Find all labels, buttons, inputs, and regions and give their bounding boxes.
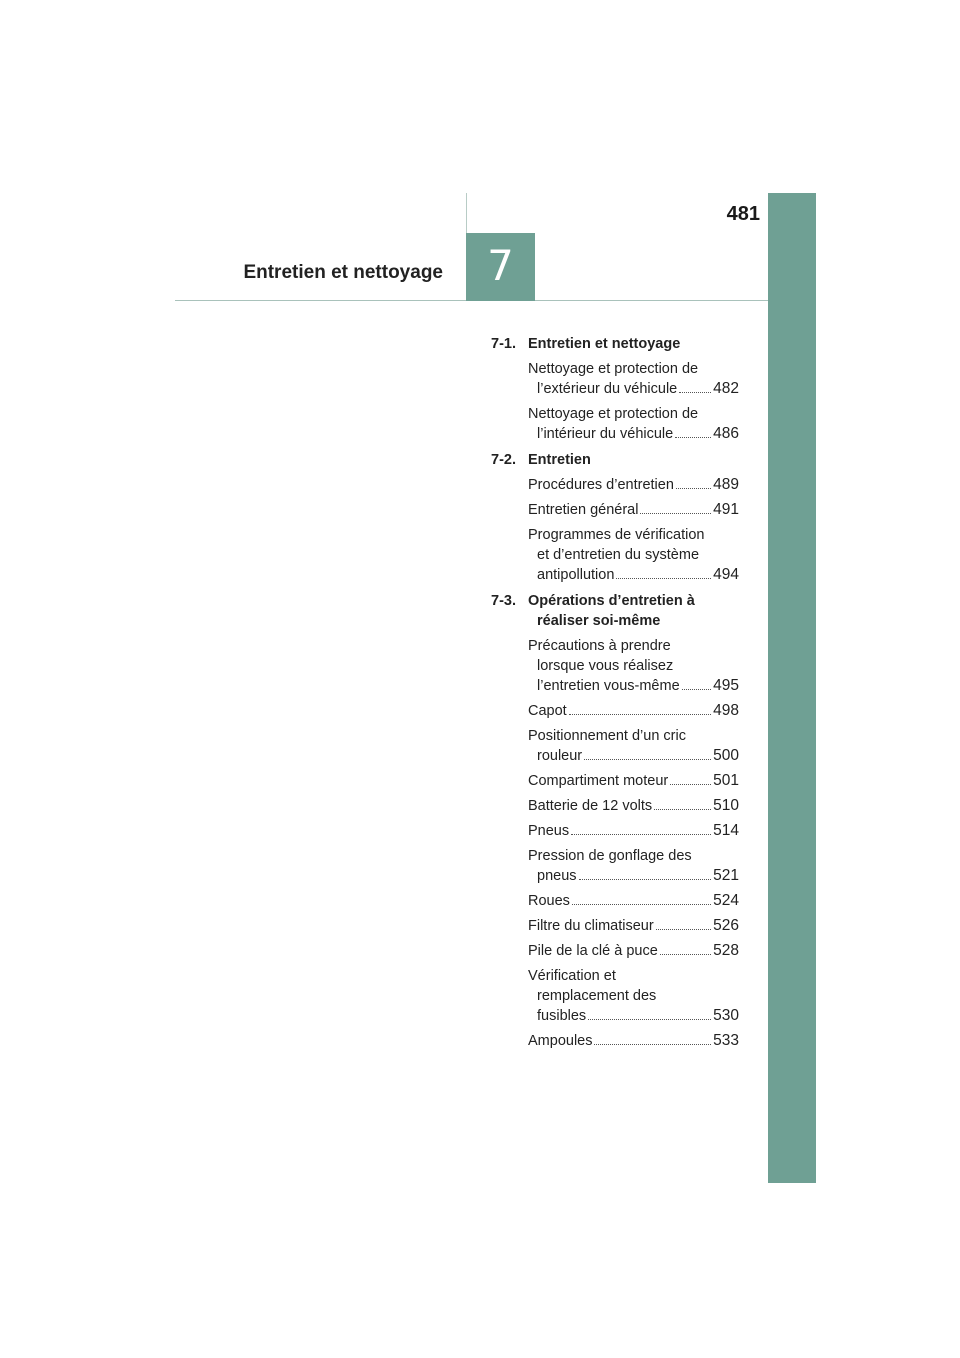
toc-entry[interactable] xyxy=(528,726,739,766)
entry-text-line: Positionnement d’un cric xyxy=(528,728,686,744)
entry-text-line: Pneus xyxy=(528,823,570,839)
entry-page-number: 526 xyxy=(713,917,739,934)
toc-entry[interactable] xyxy=(528,771,739,791)
entry-last-line xyxy=(528,916,739,936)
entry-text-line: Compartiment moteur xyxy=(528,773,669,789)
entry-text-line: rouleur xyxy=(537,748,583,764)
dot-leader xyxy=(682,689,711,690)
entry-text-line: Filtre du climatiseur xyxy=(528,918,654,934)
toc-entry[interactable] xyxy=(528,525,739,585)
entry-page-number: 524 xyxy=(713,892,739,909)
entry-last-line xyxy=(528,746,739,766)
entry-last-line xyxy=(528,821,739,841)
entry-text-line: et d’entretien du système xyxy=(537,547,700,563)
section-heading xyxy=(491,450,739,470)
entry-last-line xyxy=(528,771,739,791)
toc-entry[interactable] xyxy=(528,500,739,520)
entry-text-line: l’extérieur du véhicule xyxy=(537,381,678,397)
section-heading xyxy=(491,591,739,631)
entry-text-line: Nettoyage et protection de xyxy=(528,361,699,377)
entry-page-number: 489 xyxy=(713,476,739,493)
dot-leader xyxy=(616,578,711,579)
section-title xyxy=(528,591,739,631)
toc-entry[interactable] xyxy=(528,636,739,696)
toc-entry[interactable] xyxy=(528,796,739,816)
entry-text-line: Ampoules xyxy=(528,1033,593,1049)
dot-leader xyxy=(676,488,711,489)
entry-text-line: Nettoyage et protection de xyxy=(528,406,699,422)
dot-leader xyxy=(588,1019,711,1020)
toc-entry[interactable] xyxy=(528,475,739,495)
dot-leader xyxy=(594,1044,711,1045)
dot-leader xyxy=(571,834,711,835)
toc-entry[interactable] xyxy=(528,1031,739,1051)
toc-entry[interactable] xyxy=(528,404,739,444)
entry-last-line xyxy=(528,866,739,886)
entry-text-line: pneus xyxy=(537,868,577,884)
entry-last-line xyxy=(528,424,739,444)
section-number: 7-1. xyxy=(491,336,516,352)
entry-last-line xyxy=(528,475,739,495)
section-title xyxy=(528,334,739,354)
toc-entry[interactable] xyxy=(528,359,739,399)
entry-page-number: 495 xyxy=(713,677,739,694)
table-of-contents xyxy=(491,334,739,1057)
section-number: 7-2. xyxy=(491,452,516,468)
entry-page-number: 482 xyxy=(713,380,739,397)
entry-page-number: 494 xyxy=(713,566,739,583)
chapter-number-box: 7 xyxy=(466,233,535,301)
dot-leader xyxy=(569,714,711,715)
toc-entry[interactable] xyxy=(528,701,739,721)
entry-text-line: Pression de gonflage des xyxy=(528,848,692,864)
entry-text-line: Procédures d’entretien xyxy=(528,477,674,493)
dot-leader xyxy=(654,809,711,810)
entry-page-number: 498 xyxy=(713,702,739,719)
dot-leader xyxy=(572,904,711,905)
toc-section xyxy=(491,591,739,1051)
page-number: 481 xyxy=(726,203,760,225)
entry-last-line xyxy=(528,701,739,721)
entry-text-line: l’entretien vous-même xyxy=(537,678,680,694)
dot-leader xyxy=(579,879,712,880)
toc-entry[interactable] xyxy=(528,966,739,1026)
section-title-line: réaliser soi-même xyxy=(537,613,661,629)
dot-leader xyxy=(670,784,711,785)
header-divider xyxy=(466,193,467,233)
entry-text-line: Capot xyxy=(528,703,567,719)
toc-section xyxy=(491,450,739,585)
entry-text-line: fusibles xyxy=(537,1008,587,1024)
toc-section xyxy=(491,334,739,444)
section-number: 7-3. xyxy=(491,593,516,609)
chapter-side-tab xyxy=(768,193,816,1183)
toc-entry[interactable] xyxy=(528,846,739,886)
section-title-line: Entretien et nettoyage xyxy=(528,336,681,352)
section-title-line: Opérations d’entretien à xyxy=(528,593,695,609)
dot-leader xyxy=(656,929,711,930)
entry-last-line xyxy=(528,500,739,520)
dot-leader xyxy=(640,513,711,514)
entry-text-line: remplacement des xyxy=(537,988,657,1004)
entry-last-line xyxy=(528,1031,739,1051)
section-heading xyxy=(491,334,739,354)
entry-last-line xyxy=(528,676,739,696)
entry-text-line: Batterie de 12 volts xyxy=(528,798,653,814)
toc-entry[interactable] xyxy=(528,821,739,841)
dot-leader xyxy=(679,392,711,393)
dot-leader xyxy=(675,437,711,438)
entry-page-number: 514 xyxy=(713,822,739,839)
entry-page-number: 500 xyxy=(713,747,739,764)
section-title xyxy=(528,450,739,470)
entry-text-line: Programmes de vérification xyxy=(528,527,705,543)
entry-last-line xyxy=(528,379,739,399)
entry-page-number: 491 xyxy=(713,501,739,518)
chapter-title: Entretien et nettoyage xyxy=(243,262,443,283)
section-title-line: Entretien xyxy=(528,452,591,468)
entry-page-number: 528 xyxy=(713,942,739,959)
entry-page-number: 501 xyxy=(713,772,739,789)
entry-page-number: 510 xyxy=(713,797,739,814)
entry-last-line xyxy=(528,565,739,585)
entry-page-number: 533 xyxy=(713,1032,739,1049)
entry-last-line xyxy=(528,941,739,961)
toc-entry[interactable] xyxy=(528,941,739,961)
entry-page-number: 486 xyxy=(713,425,739,442)
entry-text-line: Pile de la clé à puce xyxy=(528,943,658,959)
entry-text-line: Entretien général xyxy=(528,502,639,518)
entry-page-number: 530 xyxy=(713,1007,739,1024)
dot-leader xyxy=(584,759,711,760)
entry-text-line: Vérification et xyxy=(528,968,616,984)
entry-last-line xyxy=(528,1006,739,1026)
entry-page-number: 521 xyxy=(713,867,739,884)
entry-text-line: l’intérieur du véhicule xyxy=(537,426,674,442)
dot-leader xyxy=(660,954,711,955)
entry-text-line: Précautions à prendre xyxy=(528,638,671,654)
toc-entry[interactable] xyxy=(528,891,739,911)
entry-text-line: antipollution xyxy=(537,567,615,583)
entry-last-line xyxy=(528,891,739,911)
entry-text-line: Roues xyxy=(528,893,570,909)
toc-entry[interactable] xyxy=(528,916,739,936)
entry-last-line xyxy=(528,796,739,816)
entry-text-line: lorsque vous réalisez xyxy=(537,658,674,674)
